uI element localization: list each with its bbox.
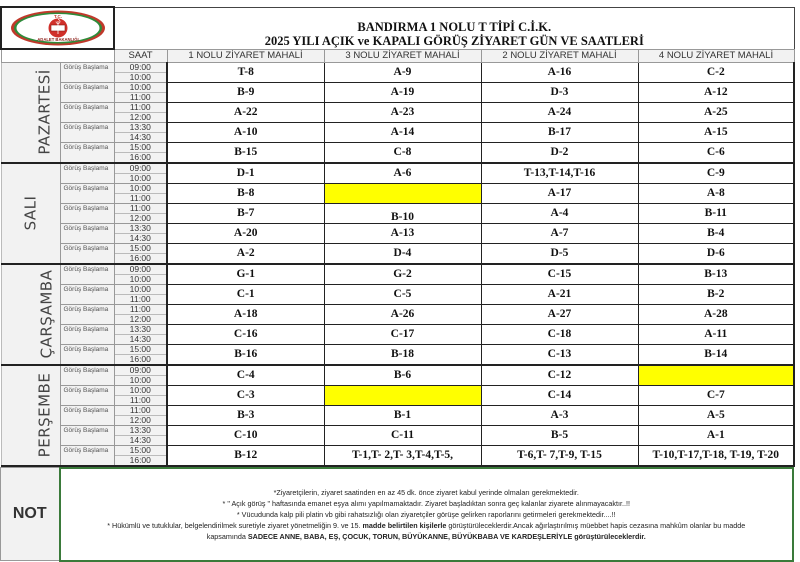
slot-end-label (60, 193, 114, 203)
slot-row-start (1, 183, 794, 193)
visit-cell: A-16 (481, 62, 638, 82)
slot-start-time: 10:00 (114, 385, 167, 395)
slot-row-start (1, 223, 794, 233)
day-label-3 (1, 264, 60, 365)
day-name: PAZARTESİ (35, 68, 54, 155)
visit-cell: B-9 (167, 82, 324, 102)
note-emphasis: madde belirtilen kişilerle (362, 520, 447, 530)
visit-cell: T-13,T-14,T-16 (481, 163, 638, 184)
visit-cell: C-2 (638, 62, 794, 82)
slot-start-time: 13:30 (114, 122, 167, 132)
visit-cell: C-9 (638, 163, 794, 184)
slot-start-time: 09:00 (114, 365, 167, 376)
slot-end-time: 12:00 (114, 112, 167, 122)
visit-cell: D-5 (481, 243, 638, 264)
slot-row-start (1, 243, 794, 253)
slot-end-time: 11:00 (114, 395, 167, 405)
slot-end-label (60, 375, 114, 385)
slot-row-start (1, 163, 794, 174)
slot-end-label (60, 72, 114, 82)
slot-row-start (1, 365, 794, 376)
note-line (65, 531, 789, 542)
visit-cell: C-7 (638, 385, 794, 405)
visit-cell: A-9 (324, 62, 481, 82)
visit-cell: D-2 (481, 142, 638, 163)
slot-end-label (60, 92, 114, 102)
schedule-title: 2025 YILI AÇIK ve KAPALI GÖRÜŞ ZİYARET GÜN VE SAATLERİ (264, 33, 644, 48)
slot-start-time: 15:00 (114, 344, 167, 354)
slot-end-time: 10:00 (114, 375, 167, 385)
slot-end-time: 14:30 (114, 233, 167, 243)
note-line: * Vücudunda kalp pili platin vb gibi rahatsızlığı olan ziyaretçiler görüşe gelirken raporlarını getirmeleri gerekmektedir....!! (236, 509, 616, 519)
header-blank (1, 49, 60, 62)
slot-end-time: 10:00 (114, 173, 167, 183)
visit-cell: A-10 (167, 122, 324, 142)
visit-cell: A-23 (324, 102, 481, 122)
slot-start-time: 11:00 (114, 203, 167, 213)
slot-row-start (1, 405, 794, 415)
visit-cell: C-8 (324, 142, 481, 163)
visit-cell: C-12 (481, 365, 638, 386)
visit-cell: A-21 (481, 284, 638, 304)
visit-cell: A-20 (167, 223, 324, 243)
slot-end-label (60, 395, 114, 405)
slot-start-time: 13:30 (114, 223, 167, 233)
visit-cell: B-7 (167, 203, 324, 223)
slot-end-time: 14:30 (114, 435, 167, 445)
visit-cell: A-3 (481, 405, 638, 425)
day-name: PERŞEMBE (34, 372, 53, 457)
visit-cell: C-15 (481, 264, 638, 285)
column-header-mahal-4: 4 NOLU ZİYARET MAHALİ (638, 49, 794, 62)
slot-end-time: 12:00 (114, 213, 167, 223)
visit-cell: B-12 (167, 445, 324, 466)
visit-cell: T-8 (167, 62, 324, 82)
visit-cell: A-11 (638, 324, 794, 344)
slot-row-start (1, 284, 794, 294)
column-header-mahal-2: 2 NOLU ZİYARET MAHALİ (481, 49, 638, 62)
visit-cell: A-28 (638, 304, 794, 324)
visit-cell: B-15 (167, 142, 324, 163)
institution-title: BANDIRMA 1 NOLU T TİPİ C.İ.K. (357, 19, 552, 34)
slot-start-time: 13:30 (114, 425, 167, 435)
visit-cell: C-13 (481, 344, 638, 365)
slot-end-time: 11:00 (114, 92, 167, 102)
slot-row-start (1, 203, 794, 213)
visit-cell: A-7 (481, 223, 638, 243)
slot-start-time: 09:00 (114, 264, 167, 275)
slot-start-time: 11:00 (114, 405, 167, 415)
day-name: SALI (21, 195, 40, 230)
slot-end-label (60, 112, 114, 122)
slot-start-time: 15:00 (114, 445, 167, 455)
slot-row-start (1, 425, 794, 435)
slot-start-label: Görüş Başlama (60, 163, 114, 174)
slot-end-time: 16:00 (114, 253, 167, 264)
notes-box (60, 468, 794, 561)
slot-start-label: Görüş Başlama (60, 385, 114, 395)
visit-cell: C-4 (167, 365, 324, 386)
slot-start-label: Görüş Başlama (60, 203, 114, 213)
slot-end-label (60, 132, 114, 142)
visit-cell: B-1 (324, 405, 481, 425)
visit-cell: A-17 (481, 183, 638, 203)
adalet-bakanligi-emblem-icon (2, 9, 113, 47)
visit-cell: C-11 (324, 425, 481, 445)
note-text: görüştürüleceklerdir.Ancak ağırlaştırılmış müebbet hapis cezasına mahkûm olanlar bu madde (446, 520, 746, 530)
slot-start-label: Görüş Başlama (60, 324, 114, 334)
column-header-mahal-3: 3 NOLU ZİYARET MAHALİ (324, 49, 481, 62)
visit-cell: A-8 (638, 183, 794, 203)
slot-end-label (60, 253, 114, 264)
visit-cell: A-14 (324, 122, 481, 142)
visit-cell: A-26 (324, 304, 481, 324)
visit-cell: A-4 (481, 203, 638, 223)
note-line: *Ziyaretçilerin, ziyaret saatinden en az 45 dk. önce ziyaret kabul yerinde olmaları gerekmektedir. (273, 487, 579, 497)
slot-start-label: Görüş Başlama (60, 445, 114, 455)
slot-end-time: 16:00 (114, 354, 167, 365)
slot-end-label (60, 435, 114, 445)
visit-cell: G-1 (167, 264, 324, 285)
slot-row-start (1, 142, 794, 152)
day-label-4 (1, 365, 60, 466)
visit-cell: C-17 (324, 324, 481, 344)
slot-start-label: Görüş Başlama (60, 223, 114, 233)
slot-start-label: Görüş Başlama (60, 365, 114, 376)
visit-cell: B-16 (167, 344, 324, 365)
slot-start-label: Görüş Başlama (60, 102, 114, 112)
visit-cell: B-6 (324, 365, 481, 386)
slot-end-label (60, 354, 114, 365)
slot-start-time: 10:00 (114, 82, 167, 92)
document-title (114, 7, 794, 49)
visit-cell: A-24 (481, 102, 638, 122)
slot-end-label (60, 334, 114, 344)
logo-cell (1, 7, 114, 49)
slot-row-start (1, 62, 794, 72)
visit-cell: B-14 (638, 344, 794, 365)
slot-start-label: Görüş Başlama (60, 82, 114, 92)
slot-start-time: 10:00 (114, 183, 167, 193)
svg-text:ADALET BAKANLIĞI: ADALET BAKANLIĞI (36, 37, 79, 42)
slot-start-label: Görüş Başlama (60, 304, 114, 314)
slot-start-time: 09:00 (114, 62, 167, 72)
visit-cell: B-11 (638, 203, 794, 223)
slot-end-time: 10:00 (114, 72, 167, 82)
slot-end-label (60, 415, 114, 425)
visit-cell: B-3 (167, 405, 324, 425)
slot-start-time: 09:00 (114, 163, 167, 174)
visit-cell: C-10 (167, 425, 324, 445)
visit-cell: A-18 (167, 304, 324, 324)
visit-cell: A-27 (481, 304, 638, 324)
slot-start-time: 15:00 (114, 243, 167, 253)
slot-end-label (60, 173, 114, 183)
visit-cell: A-5 (638, 405, 794, 425)
slot-start-label: Görüş Başlama (60, 284, 114, 294)
slot-start-label: Görüş Başlama (60, 243, 114, 253)
visit-cell: A-22 (167, 102, 324, 122)
notes-table (0, 467, 794, 562)
visit-schedule-sheet (0, 6, 794, 562)
visit-cell: B-2 (638, 284, 794, 304)
visit-cell: C-18 (481, 324, 638, 344)
column-header-row (1, 49, 794, 62)
visit-cell: B-8 (167, 183, 324, 203)
visit-cell: T-10,T-17,T-18, T-19, T-20 (638, 445, 794, 466)
visit-cell: D-1 (167, 163, 324, 184)
day-label-1 (1, 62, 60, 163)
visit-cell: D-6 (638, 243, 794, 264)
slot-end-label (60, 455, 114, 466)
visit-cell: G-2 (324, 264, 481, 285)
slot-end-label (60, 314, 114, 324)
visit-cell: C-14 (481, 385, 638, 405)
visit-cell: T-1,T- 2,T- 3,T-4,T-5, (324, 445, 481, 466)
visit-cell: A-13 (324, 223, 481, 243)
visit-cell: A-2 (167, 243, 324, 264)
slot-row-start (1, 385, 794, 395)
slot-start-label: Görüş Başlama (60, 344, 114, 354)
visit-cell: A-15 (638, 122, 794, 142)
slot-end-label (60, 152, 114, 163)
slot-row-start (1, 82, 794, 92)
visit-cell: B-17 (481, 122, 638, 142)
slot-row-start (1, 344, 794, 354)
slot-end-time: 11:00 (114, 193, 167, 203)
visit-cell: B-13 (638, 264, 794, 285)
slot-end-time: 12:00 (114, 415, 167, 425)
slot-row-start (1, 264, 794, 275)
visit-cell: B-4 (638, 223, 794, 243)
day-label-2 (1, 163, 60, 264)
slot-end-time: 16:00 (114, 455, 167, 466)
slot-end-time: 10:00 (114, 274, 167, 284)
note-line (65, 520, 789, 531)
slot-end-label (60, 213, 114, 223)
slot-start-label: Görüş Başlama (60, 264, 114, 275)
slot-start-time: 11:00 (114, 304, 167, 314)
slot-row-start (1, 445, 794, 455)
note-text: kapsamında (206, 531, 248, 541)
visit-cell: A-19 (324, 82, 481, 102)
visit-cell: D-4 (324, 243, 481, 264)
slot-start-label: Görüş Başlama (60, 405, 114, 415)
visit-cell (324, 385, 481, 405)
slot-row-start (1, 324, 794, 334)
svg-text:T.C.: T.C. (53, 14, 62, 19)
slot-start-label: Görüş Başlama (60, 62, 114, 72)
visit-cell: A-6 (324, 163, 481, 184)
schedule-table (0, 6, 795, 467)
visit-cell (324, 183, 481, 203)
slot-start-time: 10:00 (114, 284, 167, 294)
visit-cell: C-5 (324, 284, 481, 304)
note-line: * " Açık görüş " haftasında emanet eşya alımı yapılmamaktadır. Ziyaret başladıktan sonra geç kalanlar ziyarete alınmayacaktır..!! (222, 498, 630, 508)
day-name: ÇARŞAMBA (36, 269, 55, 358)
column-header-saat: SAAT (114, 49, 167, 62)
notes-label: NOT (1, 468, 60, 561)
slot-start-time: 13:30 (114, 324, 167, 334)
visit-cell: C-1 (167, 284, 324, 304)
visit-cell: B-18 (324, 344, 481, 365)
slot-end-time: 11:00 (114, 294, 167, 304)
slot-end-time: 12:00 (114, 314, 167, 324)
title-row (1, 7, 794, 49)
note-emphasis: SADECE ANNE, BABA, EŞ, ÇOCUK, TORUN, BÜYÜKANNE, BÜYÜKBABA VE KARDEŞLERİYLE görüştürüleceklerdir. (247, 531, 646, 541)
slot-start-time: 11:00 (114, 102, 167, 112)
slot-end-label (60, 274, 114, 284)
note-text: * Hükümlü ve tutuklular, belgelendirilmek suretiyle ziyaret yönetmeliğin 9. ve 15. (107, 520, 363, 530)
slot-start-label: Görüş Başlama (60, 183, 114, 193)
visit-cell: T-6,T- 7,T-9, T-15 (481, 445, 638, 466)
slot-start-label: Görüş Başlama (60, 122, 114, 132)
slot-end-time: 14:30 (114, 334, 167, 344)
slot-start-time: 15:00 (114, 142, 167, 152)
visit-cell: C-3 (167, 385, 324, 405)
visit-cell: B-5 (481, 425, 638, 445)
visit-cell (638, 365, 794, 386)
visit-cell: A-25 (638, 102, 794, 122)
visit-cell: C-6 (638, 142, 794, 163)
slot-row-start (1, 304, 794, 314)
slot-end-label (60, 233, 114, 243)
slot-end-time: 14:30 (114, 132, 167, 142)
slot-end-time: 16:00 (114, 152, 167, 163)
visit-cell: B-10 (324, 203, 481, 223)
column-header-mahal-1: 1 NOLU ZİYARET MAHALİ (167, 49, 324, 62)
visit-cell: A-12 (638, 82, 794, 102)
slot-start-label: Görüş Başlama (60, 142, 114, 152)
visit-cell: C-16 (167, 324, 324, 344)
header-blank (60, 49, 114, 62)
slot-end-label (60, 294, 114, 304)
slot-row-start (1, 102, 794, 112)
visit-cell: A-1 (638, 425, 794, 445)
slot-row-start (1, 122, 794, 132)
visit-cell: D-3 (481, 82, 638, 102)
slot-start-label: Görüş Başlama (60, 425, 114, 435)
